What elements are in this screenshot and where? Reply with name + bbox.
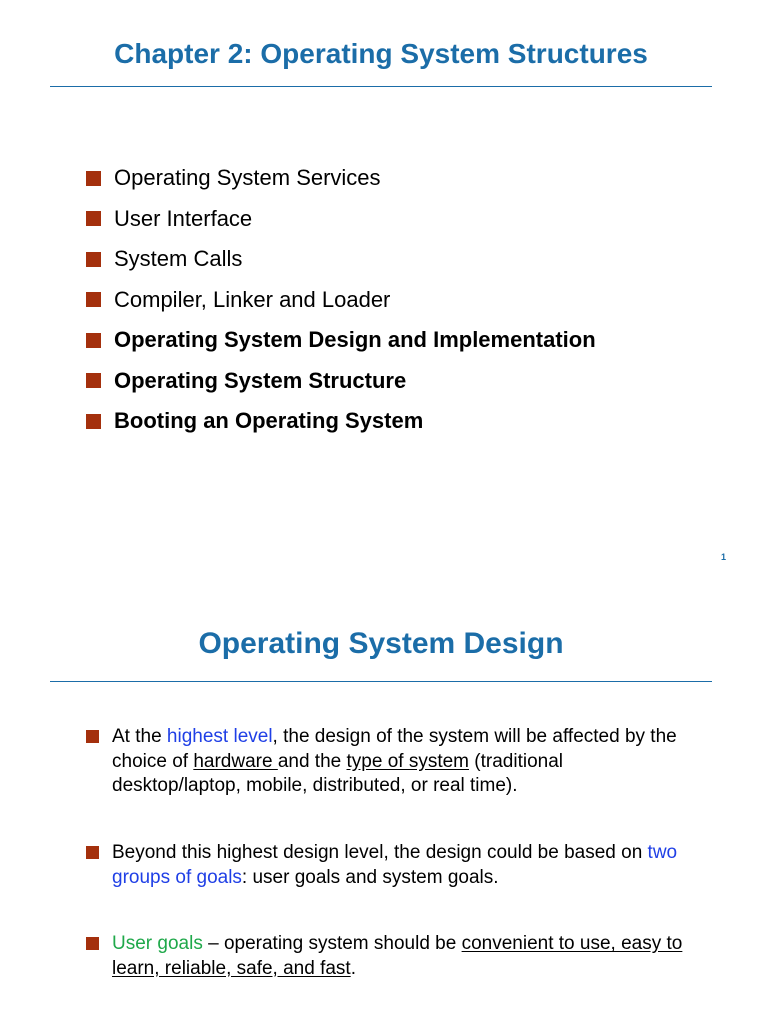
bullet-paragraph-user-goals (86, 932, 686, 981)
text-run: and the (277, 750, 347, 772)
bullet-paragraph-design-goals (86, 841, 686, 890)
topic-item (86, 239, 596, 280)
topic-item-current (86, 401, 596, 442)
square-bullet-icon (86, 846, 99, 859)
topic-list (86, 158, 596, 442)
topic-label: System Calls (114, 246, 243, 272)
topic-item (86, 158, 596, 199)
topic-item-current (86, 320, 596, 361)
underlined-text: type of system (346, 750, 469, 772)
highlight-text: two groups of goals (112, 842, 678, 888)
topic-item-current (86, 361, 596, 402)
topic-label: Compiler, Linker and Loader (114, 286, 391, 312)
text-run: . (350, 957, 356, 979)
square-bullet-icon (86, 373, 101, 388)
paragraph-text (112, 932, 686, 981)
text-run: , the design of the system will be affected by the choice of (112, 726, 677, 772)
title-divider (50, 86, 712, 87)
bullet-paragraph-highest-level (86, 725, 686, 799)
topic-label: Operating System Design and Implementation (114, 327, 596, 353)
topic-label: Operating System Structure (114, 367, 407, 393)
slide-os-design (0, 590, 768, 1024)
topic-item (86, 199, 596, 240)
text-run: Beyond this highest design level, the design could be based on (112, 842, 648, 863)
highlight-text: User goals (112, 933, 203, 954)
text-run: At the (112, 726, 167, 747)
square-bullet-icon (86, 937, 99, 950)
underlined-text: hardware (193, 750, 278, 772)
square-bullet-icon (86, 252, 101, 267)
paragraph-text (112, 725, 686, 799)
paragraph-text (112, 841, 686, 890)
text-run: – operating system should be (202, 933, 462, 954)
square-bullet-icon (86, 414, 101, 429)
text-run: : user goals and system goals. (241, 866, 499, 888)
highlight-text: highest level (166, 726, 273, 747)
page-number: 1 (721, 552, 727, 562)
title-divider (50, 681, 712, 682)
text-run: (traditional desktop/laptop, mobile, distributed, or real time). (112, 750, 563, 796)
square-bullet-icon (86, 333, 101, 348)
square-bullet-icon (86, 211, 101, 226)
topic-item (86, 280, 596, 321)
square-bullet-icon (86, 292, 101, 307)
square-bullet-icon (86, 171, 101, 186)
square-bullet-icon (86, 730, 99, 743)
underlined-text: convenient to use, easy to learn, reliable, safe, and fast (112, 933, 683, 979)
slide-title: Operating System Design (198, 627, 564, 660)
topic-label: Operating System Services (114, 165, 381, 191)
topic-label: Booting an Operating System (114, 408, 424, 434)
topic-label: User Interface (114, 205, 253, 231)
slide-title: Chapter 2: Operating System Structures (114, 38, 648, 69)
